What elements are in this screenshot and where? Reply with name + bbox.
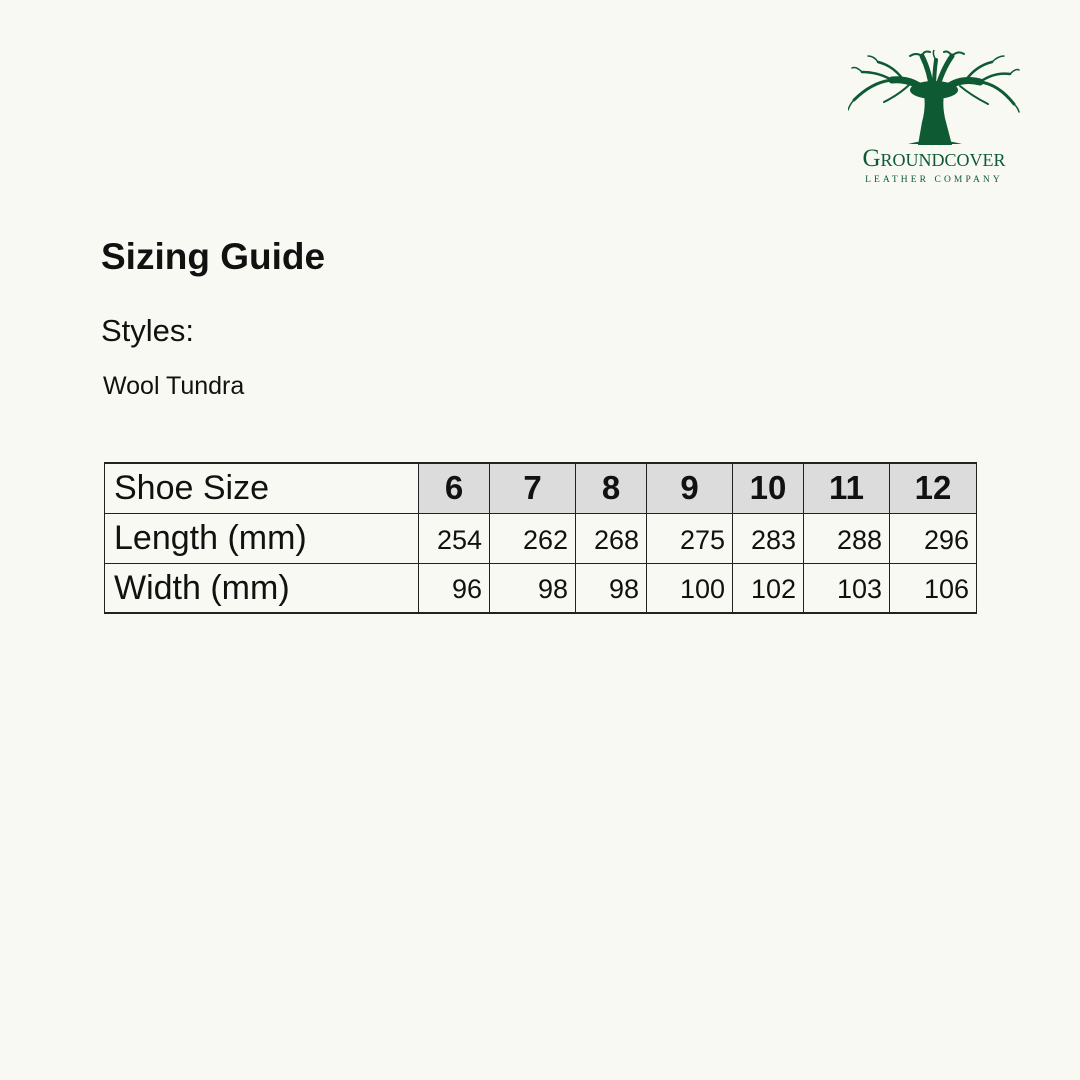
width-cell: 106 bbox=[890, 563, 977, 613]
length-cell: 283 bbox=[733, 513, 804, 563]
length-cell: 254 bbox=[419, 513, 490, 563]
width-cell: 100 bbox=[647, 563, 733, 613]
length-cell: 288 bbox=[804, 513, 890, 563]
brand-logo bbox=[848, 50, 1020, 190]
size-header: 12 bbox=[890, 463, 977, 513]
width-cell: 103 bbox=[804, 563, 890, 613]
row-label-length: Length (mm) bbox=[105, 513, 419, 563]
length-cell: 262 bbox=[490, 513, 576, 563]
size-header: 8 bbox=[576, 463, 647, 513]
size-header: 10 bbox=[733, 463, 804, 513]
width-cell: 102 bbox=[733, 563, 804, 613]
page-title: Sizing Guide bbox=[101, 236, 326, 277]
length-cell: 275 bbox=[647, 513, 733, 563]
width-cell: 98 bbox=[576, 563, 647, 613]
style-name: Wool Tundra bbox=[103, 372, 245, 400]
header-label-shoe-size: Shoe Size bbox=[105, 463, 419, 513]
brand-tagline: LEATHER COMPANY bbox=[865, 175, 1003, 185]
table-row-length bbox=[105, 513, 977, 563]
tree-icon bbox=[848, 50, 1020, 145]
styles-label: Styles: bbox=[101, 313, 195, 348]
size-header: 7 bbox=[490, 463, 576, 513]
length-cell: 296 bbox=[890, 513, 977, 563]
table-row-width bbox=[105, 563, 977, 613]
size-header: 6 bbox=[419, 463, 490, 513]
brand-name: Groundcover bbox=[862, 145, 1006, 172]
row-label-width: Width (mm) bbox=[105, 563, 419, 613]
table-header-row bbox=[105, 463, 977, 513]
size-header: 11 bbox=[804, 463, 890, 513]
width-cell: 98 bbox=[490, 563, 576, 613]
length-cell: 268 bbox=[576, 513, 647, 563]
width-cell: 96 bbox=[419, 563, 490, 613]
size-table bbox=[104, 462, 977, 614]
size-header: 9 bbox=[647, 463, 733, 513]
